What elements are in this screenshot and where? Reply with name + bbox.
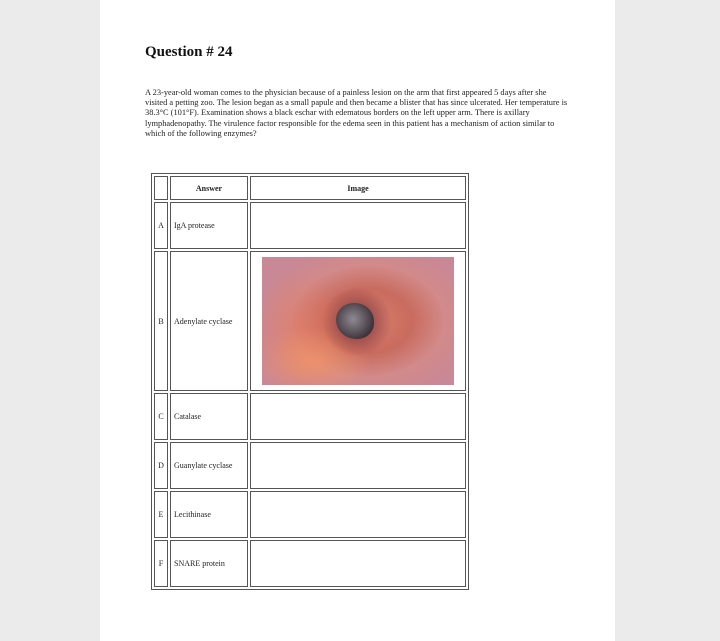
option-image-cell	[250, 442, 466, 489]
table-row[interactable]	[154, 540, 466, 587]
option-letter: C	[154, 393, 168, 440]
option-answer: SNARE protein	[170, 540, 248, 587]
option-letter: F	[154, 540, 168, 587]
option-answer: Guanylate cyclase	[170, 442, 248, 489]
table-row[interactable]	[154, 202, 466, 249]
header-answer: Answer	[170, 176, 248, 200]
table-header-row	[154, 176, 466, 200]
table-row[interactable]	[154, 393, 466, 440]
header-image: Image	[250, 176, 466, 200]
option-letter: E	[154, 491, 168, 538]
option-answer: Adenylate cyclase	[170, 251, 248, 391]
option-letter: B	[154, 251, 168, 391]
eschar-lesion-photo	[262, 257, 454, 385]
option-answer: Lecithinase	[170, 491, 248, 538]
answer-table	[151, 173, 469, 590]
option-image-cell	[250, 393, 466, 440]
option-image-cell	[250, 202, 466, 249]
question-stem: A 23-year-old woman comes to the physician because of a painless lesion on the arm that first appeared 5 days after she visited a petting zoo. The lesion began as a small papule and then became a blister that has since ulcerated. Her temperature is 38.3°C (101°F). Examination shows a black eschar with edematous borders on the left upper arm. There is axillary lymphadenopathy. The virulence factor responsible for the edema seen in this patient has a mechanism of action similar to which of the following enzymes?	[145, 88, 568, 138]
option-answer: Catalase	[170, 393, 248, 440]
option-letter: A	[154, 202, 168, 249]
header-letter-cell	[154, 176, 168, 200]
table-row[interactable]	[154, 251, 466, 391]
option-image-cell	[250, 540, 466, 587]
question-title: Question # 24	[145, 44, 233, 60]
option-image-cell	[250, 491, 466, 538]
option-answer: IgA protease	[170, 202, 248, 249]
option-letter: D	[154, 442, 168, 489]
table-row[interactable]	[154, 491, 466, 538]
option-image-cell	[250, 251, 466, 391]
table-row[interactable]	[154, 442, 466, 489]
